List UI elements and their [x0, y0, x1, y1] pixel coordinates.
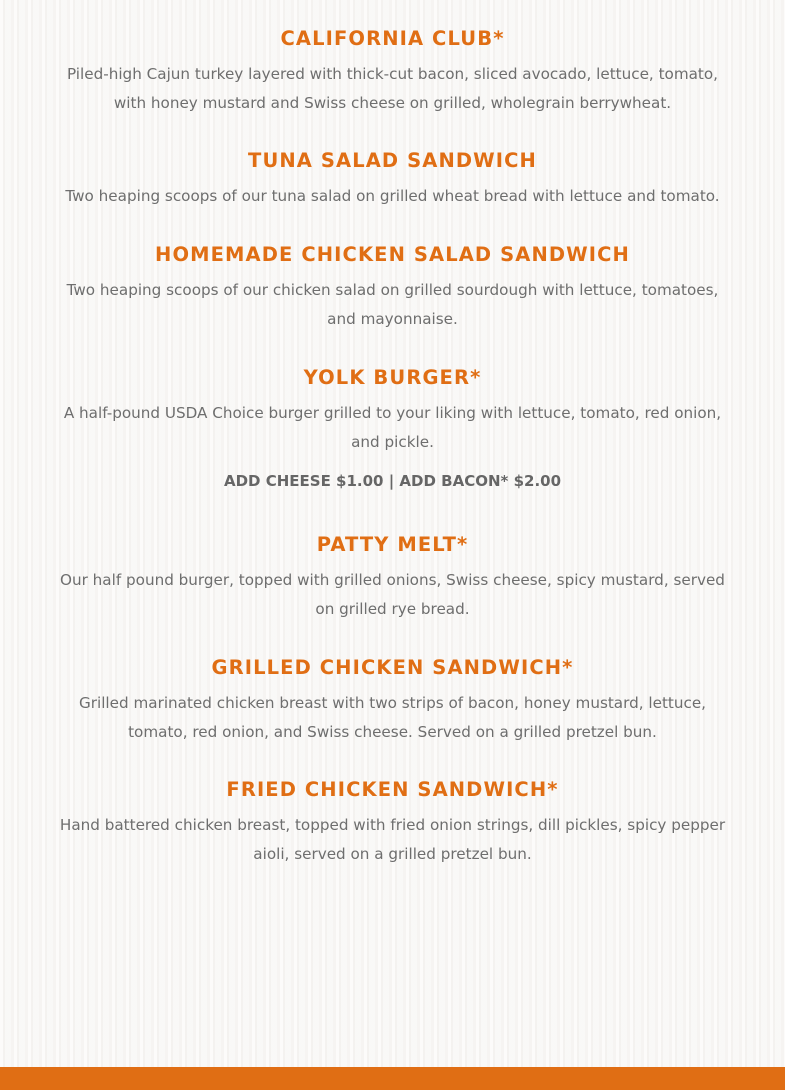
menu-item-title: HOMEMADE CHICKEN SALAD SANDWICH — [155, 243, 630, 266]
description-line: with honey mustard and Swiss cheese on grilled, wholegrain berrywheat. — [113, 94, 672, 112]
menu-item-addon-prices: ADD CHEESE $1.00 | ADD BACON* $2.00 — [223, 472, 562, 490]
menu-item-fried-chicken-sandwich — [40, 778, 745, 869]
menu-item-description — [40, 811, 745, 869]
menu-item-description — [40, 60, 745, 118]
menu-item-description — [40, 276, 745, 334]
menu-item-title: FRIED CHICKEN SANDWICH* — [226, 778, 559, 801]
description-line: Our half pound burger, topped with grilled onions, Swiss cheese, spicy mustard, served — [60, 571, 725, 589]
menu-item-description — [40, 566, 745, 624]
menu-item-title: PATTY MELT* — [316, 533, 469, 556]
menu-item-tuna-salad-sandwich — [40, 149, 745, 211]
menu-item-homemade-chicken-salad-sandwich — [40, 243, 745, 334]
description-line: and mayonnaise. — [327, 310, 458, 328]
description-line: Hand battered chicken breast, topped with fried onion strings, dill pickles, spicy pepper — [59, 816, 726, 834]
description-line: tomato, red onion, and Swiss cheese. Served on a grilled pretzel bun. — [128, 723, 657, 741]
menu-item-description — [40, 399, 745, 457]
description-line: aioli, served on a grilled pretzel bun. — [253, 845, 532, 863]
description-line: Two heaping scoops of our chicken salad on grilled sourdough with lettuce, tomatoes, — [66, 281, 719, 299]
description-line: A half-pound USDA Choice burger grilled to your liking with lettuce, tomato, red onion, — [63, 404, 722, 422]
description-line: Grilled marinated chicken breast with two strips of bacon, honey mustard, lettuce, — [78, 694, 707, 712]
description-line: on grilled rye bread. — [315, 600, 470, 618]
menu-item-description — [40, 689, 745, 747]
menu-item-title: TUNA SALAD SANDWICH — [248, 149, 537, 172]
description-line: Piled-high Cajun turkey layered with thick-cut bacon, sliced avocado, lettuce, tomato, — [66, 65, 718, 83]
menu-item-title: CALIFORNIA CLUB* — [280, 27, 505, 50]
description-line: and pickle. — [351, 433, 434, 451]
menu-item-description — [40, 182, 745, 211]
menu-item-california-club — [40, 27, 745, 118]
menu-item-grilled-chicken-sandwich — [40, 656, 745, 747]
menu-item-title: YOLK BURGER* — [303, 366, 482, 389]
menu-item-yolk-burger — [40, 366, 745, 491]
menu-item-patty-melt — [40, 533, 745, 624]
description-line: Two heaping scoops of our tuna salad on grilled wheat bread with lettuce and tomato. — [65, 187, 720, 205]
menu-item-title: GRILLED CHICKEN SANDWICH* — [211, 656, 574, 679]
footer-accent-bar — [0, 1067, 785, 1090]
